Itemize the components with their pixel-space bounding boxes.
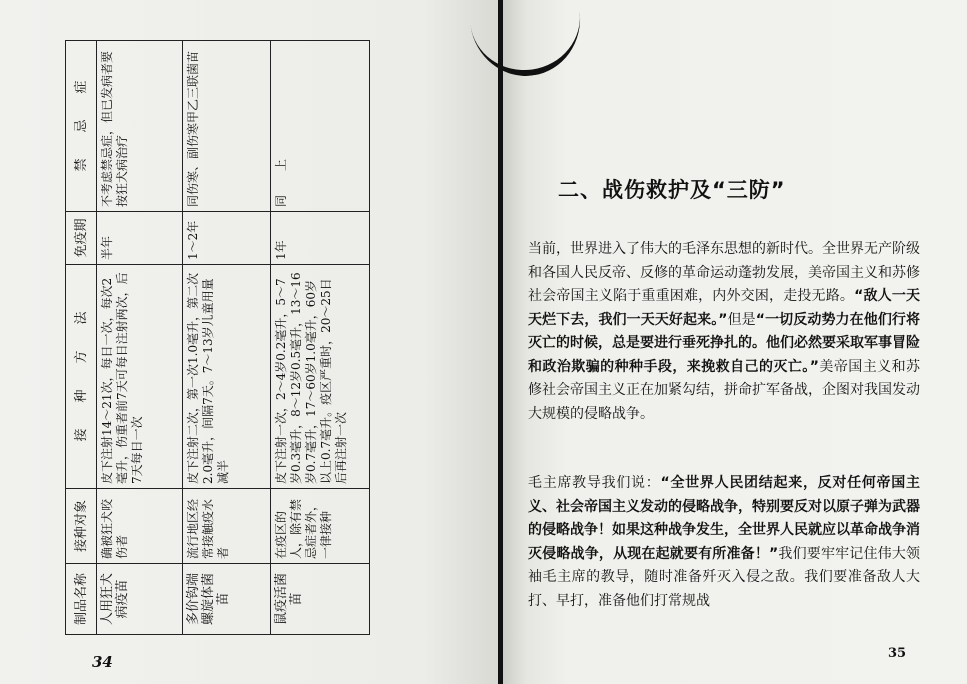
text-run: 当前，世界进入了伟大的毛泽东思想的新时代。全世界无产阶级和各国人民反帝、反修的革命运动蓬勃发展，美帝国主义和苏修社会帝国主义陷于重重困难，内外交困，走投无路。: [528, 241, 920, 304]
page-number-right: 35: [888, 646, 907, 661]
table-row: [97, 41, 183, 635]
cell-immunity: 1～2年: [183, 212, 271, 265]
header-product-name: 制品名称: [66, 564, 97, 635]
cell-target: 确被狂犬咬伤者: [97, 489, 183, 564]
quote-run: “全世界人民团结起来，反对任何帝国主义、社会帝国主义发动的侵略战争，特别要反对以原子弹为武器的侵略战争！如果这种战争发生，全世界人民就应以革命战争消灭侵略战争，从现在起就要有所准备！”: [528, 475, 921, 562]
cell-method: 皮下注射14～21次，每日一次，每次2毫升，伤重者前7天可每日注射两次，后7天每日一次: [97, 265, 183, 489]
cell-name: 人用狂犬病疫苗: [97, 564, 183, 635]
text-run: 毛主席教导我们说：: [528, 475, 661, 491]
text-run: 但是: [727, 311, 756, 328]
section-heading: 二、战伤救护及“三防”: [558, 178, 786, 202]
cell-contraindication: 同伤寒、副伤寒甲乙三联菌苗: [183, 41, 271, 212]
cell-name: 鼠疫活菌苗: [271, 564, 370, 635]
cell-name: 多价钩端螺旋体菌苗: [183, 564, 271, 635]
table-row: [183, 41, 271, 635]
vaccine-table-rotated: [65, 40, 370, 635]
page-gutter-edge: [498, 0, 503, 684]
cell-immunity: 1年: [271, 212, 370, 265]
vaccine-table: [65, 40, 370, 635]
table-header-row: [66, 41, 97, 635]
header-method: 接 种 方 法: [66, 265, 97, 489]
cell-method: 皮下注射二次，第一次1.0毫升，第二次2.0毫升，间隔7天。7～13岁儿童用量减半: [183, 265, 271, 489]
header-immunity: 免疫期: [66, 212, 97, 265]
table-row: [271, 41, 370, 635]
header-contraindication: 禁 忌 症: [66, 41, 97, 212]
paragraph-2: [528, 472, 920, 613]
paragraph-1: [528, 238, 920, 426]
quote-run: “一切反动势力在他们行将灭亡的时候，总是要进行垂死挣扎的。他们必然要采取军事冒险和政治欺骗的种种手段，来挽救自己的灭亡。”: [528, 311, 921, 375]
right-page: [498, 0, 967, 684]
page-number-left: 34: [92, 653, 113, 671]
cell-method: 皮下注射一次，2～4岁0.2毫升，5～7岁0.3毫升，8～12岁0.5毫升，13～16岁0.7毫升，17～60岁1.0毫升，60岁以上0.7毫升。疫区严重时，20～25日后再注射一次: [271, 265, 370, 489]
cell-target: 流行地区经常接触疫水者: [183, 489, 271, 564]
cell-immunity: 半年: [97, 212, 183, 265]
text-run: 美帝国主义和苏修社会帝国主义正在加紧勾结，拼命扩军备战，企图对我国发动大规模的侵略战争。: [528, 358, 921, 422]
cell-contraindication: 不考虑禁忌症，但已发病者要按狂犬病治疗: [97, 41, 183, 212]
text-run: 我们要牢牢记住伟大领袖毛主席的教导，随时准备歼灭入侵之敌。我们要准备敌人大打、早打，准备他们打常规战: [528, 545, 921, 609]
header-target: 接种对象: [66, 489, 97, 564]
cell-target: 在疫区的人，除有禁忌症者外，一律接种: [271, 489, 370, 564]
cell-contraindication: 同 上: [271, 41, 370, 212]
quote-run: “敌人一天天烂下去，我们一天天好起来。”: [528, 288, 921, 328]
